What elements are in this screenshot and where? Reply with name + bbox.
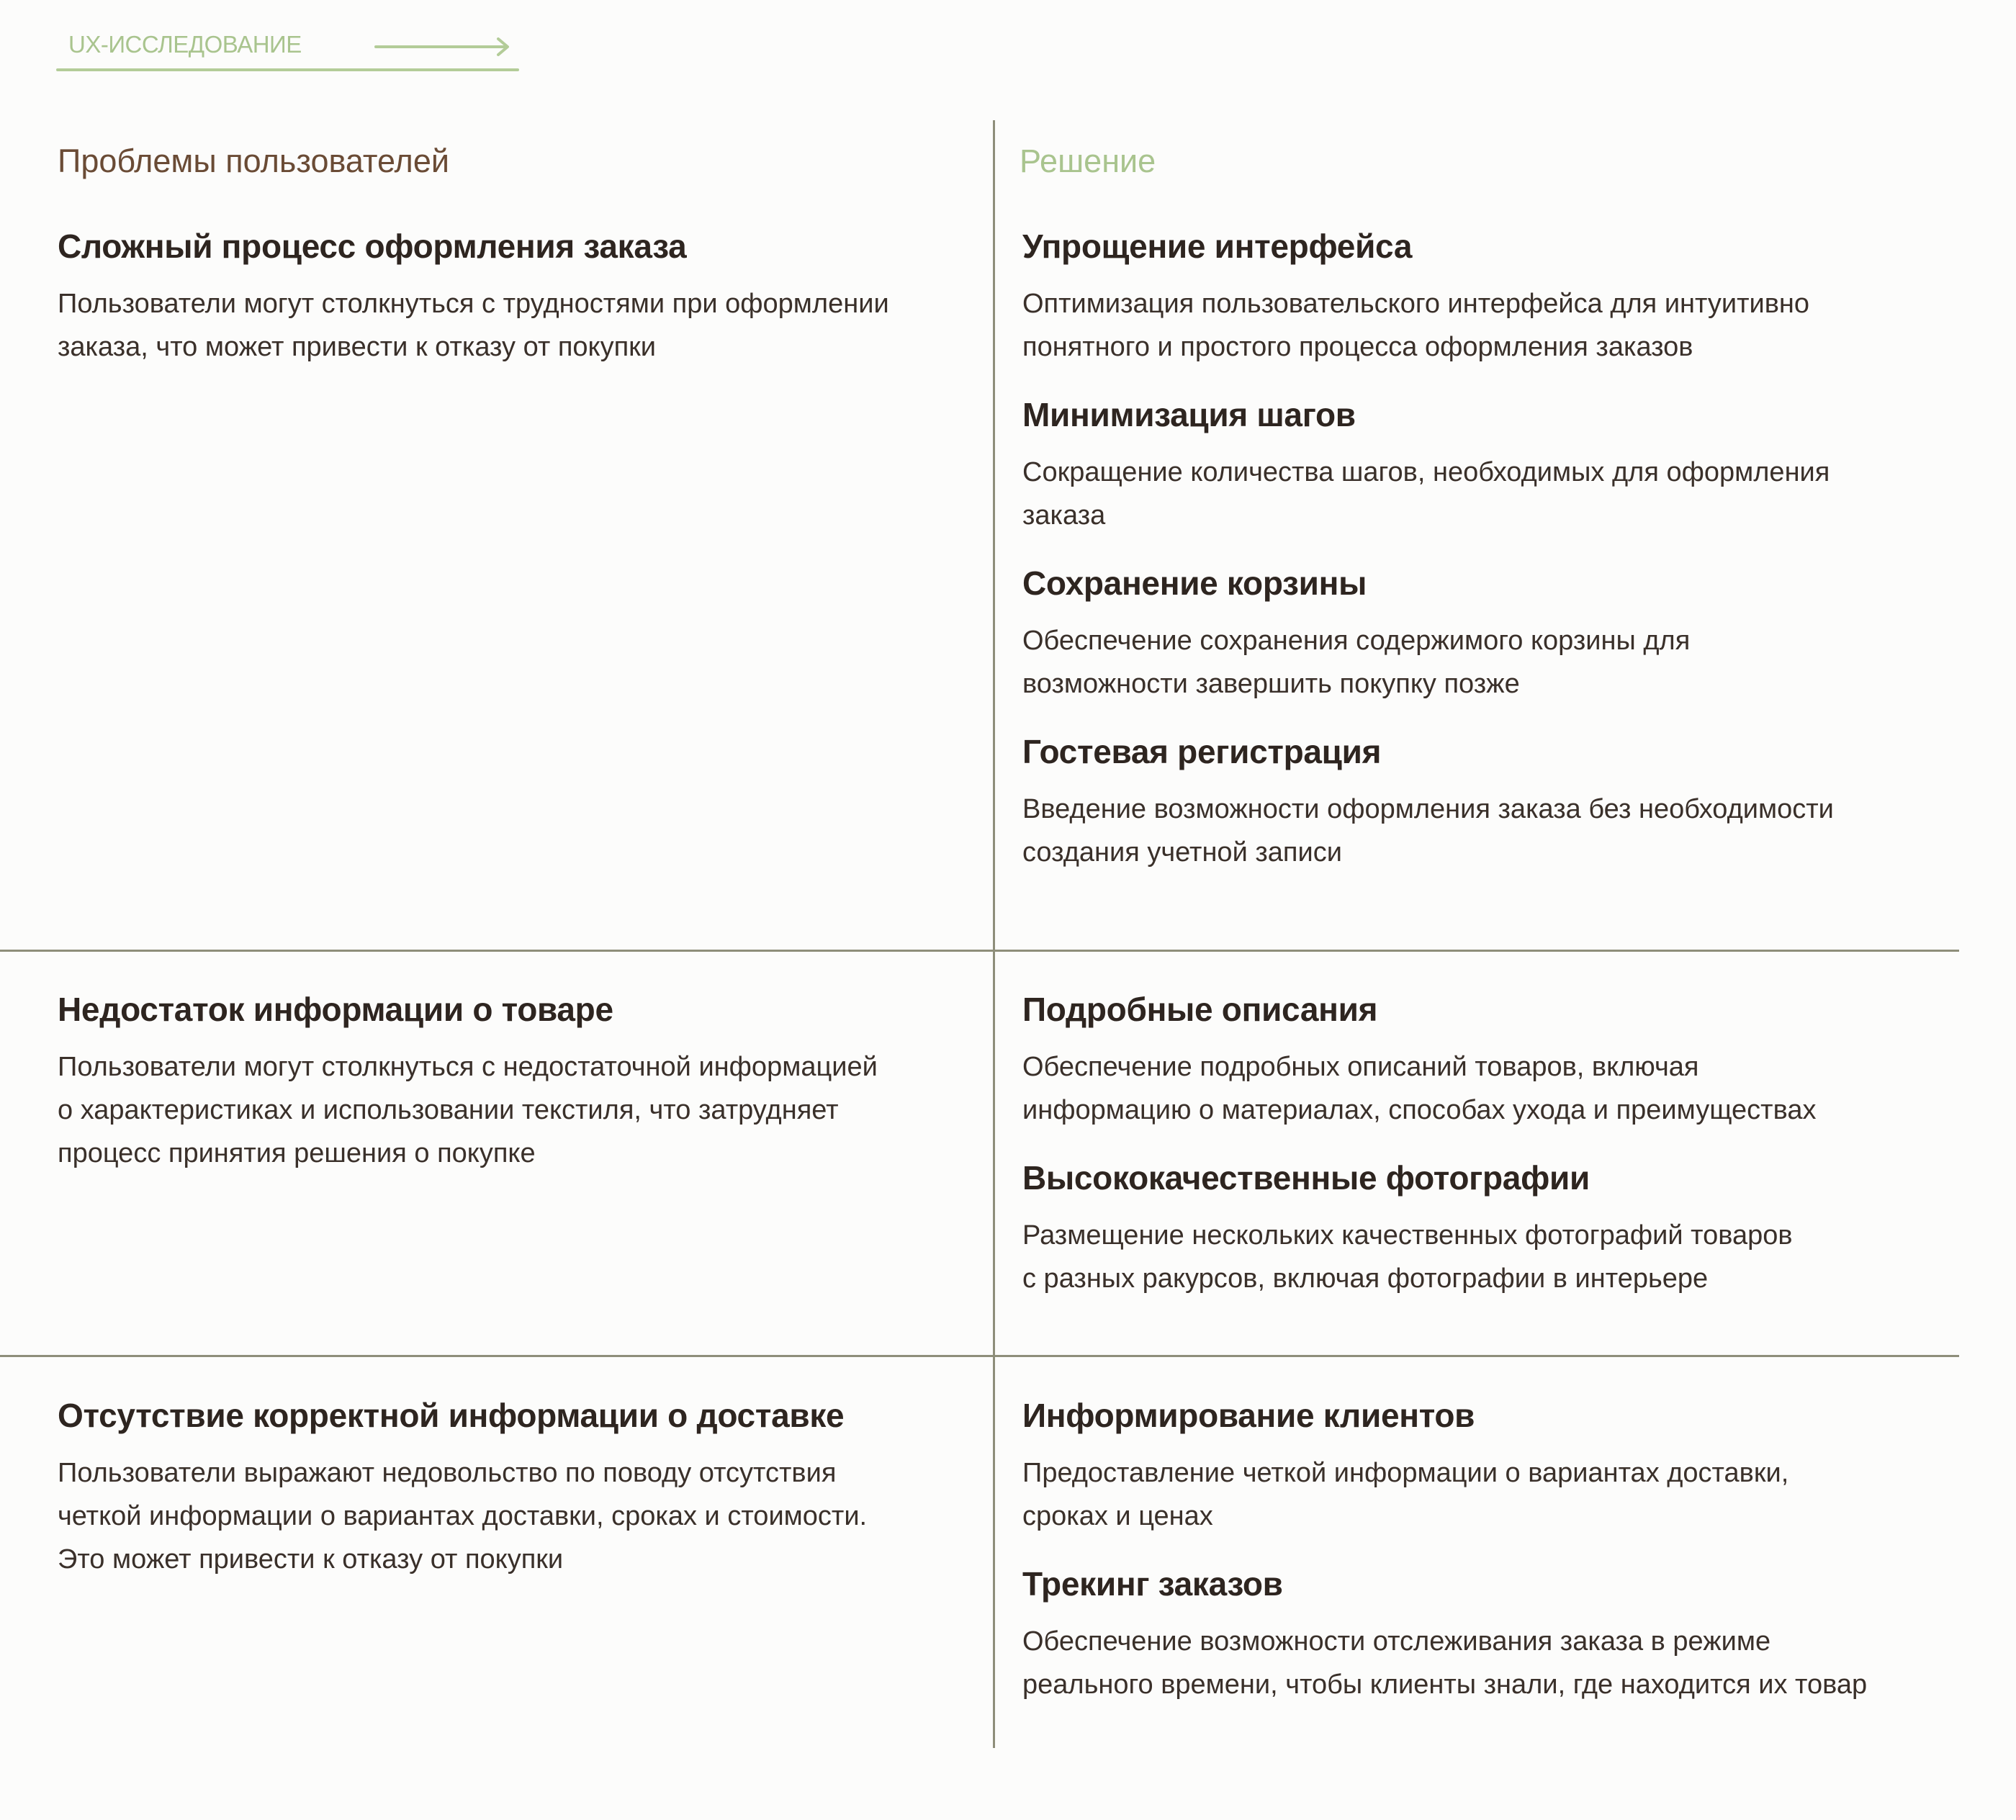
solution-item (1022, 225, 1944, 369)
solution-title: Высококачественные фотографии (1022, 1159, 1590, 1197)
problem-item (58, 988, 979, 1175)
problem-item (58, 225, 979, 369)
problem-block (58, 988, 979, 1199)
problem-text: Пользователи могут столкнуться с недостаточной информацией о характеристиках и использовании текстиля, что затрудняет процесс принятия решения о покупке (58, 1052, 878, 1168)
solution-block (1022, 1394, 1944, 1731)
problem-text: Пользователи могут столкнуться с трудностями при оформлении заказа, что может привести к отказу от покупки (58, 289, 889, 362)
solution-text: Обеспечение возможности отслеживания заказа в режиме реального времени, чтобы клиенты знали, где находится их товар (1022, 1626, 1868, 1700)
solution-text: Размещение нескольких качественных фотографий товаров с разных ракурсов, включая фотографии в интерьере (1022, 1220, 1793, 1294)
row-divider (0, 950, 1959, 952)
problem-item (58, 1394, 979, 1581)
solution-item (1022, 1156, 1944, 1300)
solution-item (1022, 1394, 1944, 1538)
row-divider (0, 1355, 1959, 1357)
arrow-right-icon (374, 37, 511, 56)
solution-title: Трекинг заказов (1022, 1565, 1283, 1603)
tag-underline (56, 68, 519, 71)
solution-item (1022, 562, 1944, 706)
problem-title: Отсутствие корректной информации о доставке (58, 1397, 845, 1434)
solution-block (1022, 225, 1944, 898)
problem-block (58, 225, 979, 393)
problems-column-title: Проблемы пользователей (58, 143, 449, 179)
solution-title: Минимизация шагов (1022, 396, 1356, 433)
solution-item (1022, 988, 1944, 1132)
problem-text: Пользователи выражают недовольство по поводу отсутствия четкой информации о вариантах доставки, сроках и стоимости. Это может привести к отказу от покупки (58, 1458, 868, 1575)
section-tag: UX-ИССЛЕДОВАНИЕ (68, 31, 302, 58)
solutions-column-title: Решение (1020, 143, 1156, 179)
solution-block (1022, 988, 1944, 1325)
problem-title: Сложный процесс оформления заказа (58, 227, 687, 265)
solution-item (1022, 730, 1944, 874)
solution-text: Сокращение количества шагов, необходимых для оформления заказа (1022, 457, 1830, 531)
solution-title: Подробные описания (1022, 991, 1378, 1028)
problem-title: Недостаток информации о товаре (58, 991, 613, 1028)
solution-text: Обеспечение подробных описаний товаров, включая информацию о материалах, способах ухода и преимуществах (1022, 1052, 1817, 1125)
solution-title: Информирование клиентов (1022, 1397, 1475, 1434)
solution-title: Гостевая регистрация (1022, 733, 1382, 770)
solution-text: Предоставление четкой информации о вариантах доставки, сроках и ценах (1022, 1458, 1789, 1531)
solution-text: Введение возможности оформления заказа без необходимости создания учетной записи (1022, 794, 1834, 868)
problem-block (58, 1394, 979, 1605)
solution-text: Обеспечение сохранения содержимого корзины для возможности завершить покупку позже (1022, 626, 1691, 699)
solution-text: Оптимизация пользовательского интерфейса для интуитивно понятного и простого процесса оформления заказов (1022, 289, 1810, 362)
column-divider (993, 120, 995, 1748)
solution-item (1022, 1562, 1944, 1706)
solution-item (1022, 393, 1944, 537)
solution-title: Сохранение корзины (1022, 564, 1367, 602)
solution-title: Упрощение интерфейса (1022, 227, 1413, 265)
